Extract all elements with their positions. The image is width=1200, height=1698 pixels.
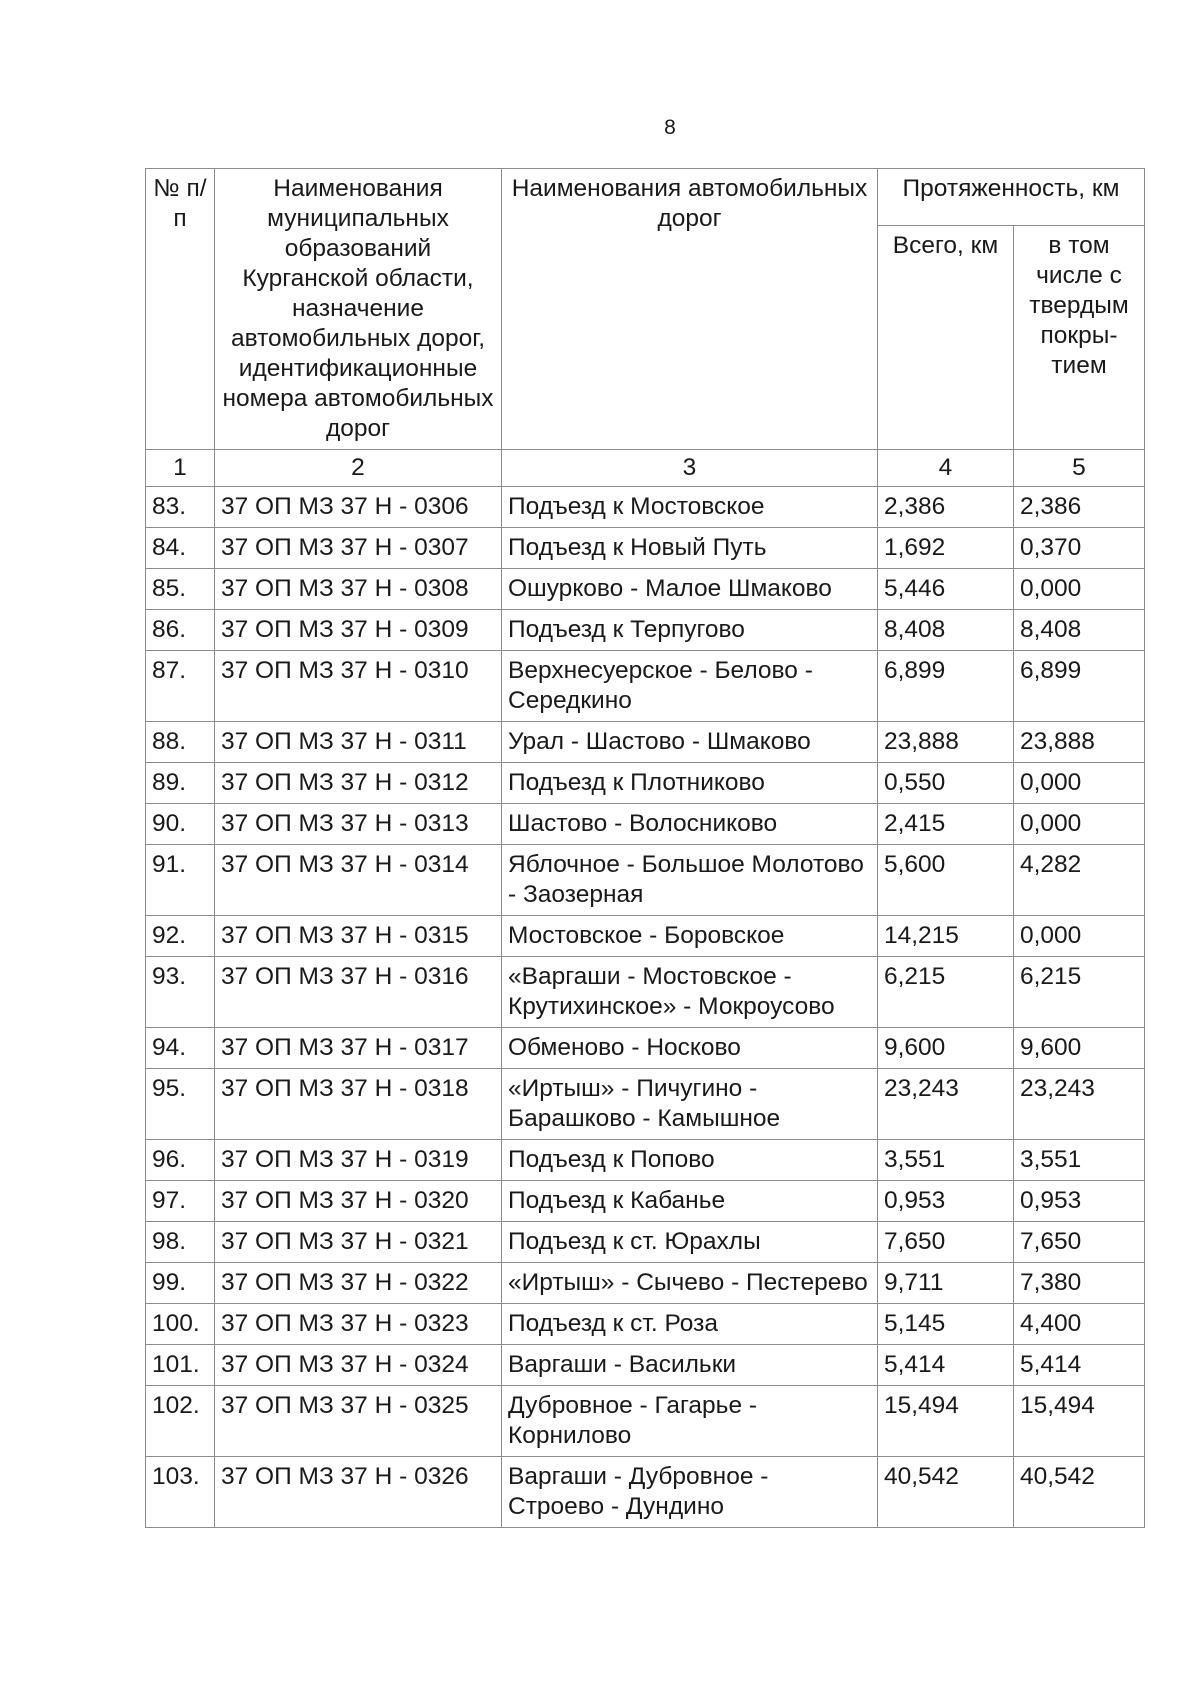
- length-paved-cell: 0,000: [1014, 569, 1145, 610]
- table-row: [146, 804, 1145, 845]
- length-total-cell: 3,551: [878, 1140, 1014, 1181]
- row-number-cell: 86.: [146, 610, 215, 651]
- road-name-cell: Обменово - Носково: [502, 1028, 878, 1069]
- road-name-cell: Шастово - Волосниково: [502, 804, 878, 845]
- length-total-cell: 1,692: [878, 528, 1014, 569]
- road-id-cell: 37 ОП МЗ 37 Н - 0312: [215, 763, 502, 804]
- length-paved-cell: 0,000: [1014, 763, 1145, 804]
- length-paved-cell: 6,899: [1014, 651, 1145, 722]
- road-name-cell: Ошурково - Малое Шмаково: [502, 569, 878, 610]
- length-total-cell: 6,899: [878, 651, 1014, 722]
- length-paved-cell: 3,551: [1014, 1140, 1145, 1181]
- table-row: [146, 1457, 1145, 1528]
- road-id-cell: 37 ОП МЗ 37 Н - 0310: [215, 651, 502, 722]
- length-total-cell: 0,550: [878, 763, 1014, 804]
- length-total-cell: 5,446: [878, 569, 1014, 610]
- table-row: [146, 1386, 1145, 1457]
- column-number: 2: [215, 450, 502, 487]
- road-id-cell: 37 ОП МЗ 37 Н - 0309: [215, 610, 502, 651]
- road-id-cell: 37 ОП МЗ 37 Н - 0314: [215, 845, 502, 916]
- length-total-cell: 8,408: [878, 610, 1014, 651]
- length-total-cell: 5,414: [878, 1345, 1014, 1386]
- road-name-cell: Яблочное - Большое Молотово - Заозерная: [502, 845, 878, 916]
- table-row: [146, 569, 1145, 610]
- column-number: 1: [146, 450, 215, 487]
- row-number-cell: 90.: [146, 804, 215, 845]
- length-paved-cell: 0,000: [1014, 804, 1145, 845]
- table-row: [146, 528, 1145, 569]
- length-paved-cell: 7,380: [1014, 1263, 1145, 1304]
- length-paved-cell: 7,650: [1014, 1222, 1145, 1263]
- table-row: [146, 1140, 1145, 1181]
- road-name-cell: Мостовское - Боровское: [502, 916, 878, 957]
- road-name-cell: Подъезд к Новый Путь: [502, 528, 878, 569]
- road-id-cell: 37 ОП МЗ 37 Н - 0322: [215, 1263, 502, 1304]
- column-number: 3: [502, 450, 878, 487]
- road-name-cell: «Иртыш» - Пичугино - Барашково - Камышное: [502, 1069, 878, 1140]
- road-id-cell: 37 ОП МЗ 37 Н - 0307: [215, 528, 502, 569]
- header-total: Всего, км: [878, 226, 1014, 450]
- road-id-cell: 37 ОП МЗ 37 Н - 0320: [215, 1181, 502, 1222]
- table-row: [146, 1028, 1145, 1069]
- table-row: [146, 1181, 1145, 1222]
- road-id-cell: 37 ОП МЗ 37 Н - 0315: [215, 916, 502, 957]
- table-row: [146, 722, 1145, 763]
- length-total-cell: 40,542: [878, 1457, 1014, 1528]
- road-id-cell: 37 ОП МЗ 37 Н - 0324: [215, 1345, 502, 1386]
- road-name-cell: Дубровное - Гагарье - Корнилово: [502, 1386, 878, 1457]
- length-paved-cell: 0,370: [1014, 528, 1145, 569]
- row-number-cell: 95.: [146, 1069, 215, 1140]
- table-row: [146, 610, 1145, 651]
- table-header: [146, 169, 1145, 487]
- length-paved-cell: 2,386: [1014, 487, 1145, 528]
- road-name-cell: «Варгаши - Мостовское - Крутихинское» - Мокроусово: [502, 957, 878, 1028]
- header-length: Протяженность, км: [878, 169, 1145, 226]
- header-municipal: Наименования муниципальных образований Курганской области, назначение автомобильных дорог, идентификационные номера автомобильных дорог: [215, 169, 502, 450]
- row-number-cell: 101.: [146, 1345, 215, 1386]
- length-paved-cell: 0,000: [1014, 916, 1145, 957]
- header-paved: в том числе с твердым покры-тием: [1014, 226, 1145, 450]
- row-number-cell: 100.: [146, 1304, 215, 1345]
- header-num: № п/п: [146, 169, 215, 450]
- length-paved-cell: 4,282: [1014, 845, 1145, 916]
- column-number: 5: [1014, 450, 1145, 487]
- length-total-cell: 0,953: [878, 1181, 1014, 1222]
- road-name-cell: Подъезд к ст. Роза: [502, 1304, 878, 1345]
- length-total-cell: 23,243: [878, 1069, 1014, 1140]
- roads-table: [145, 168, 1145, 1528]
- length-paved-cell: 40,542: [1014, 1457, 1145, 1528]
- row-number-cell: 85.: [146, 569, 215, 610]
- road-id-cell: 37 ОП МЗ 37 Н - 0313: [215, 804, 502, 845]
- table-row: [146, 957, 1145, 1028]
- road-id-cell: 37 ОП МЗ 37 Н - 0321: [215, 1222, 502, 1263]
- road-id-cell: 37 ОП МЗ 37 Н - 0326: [215, 1457, 502, 1528]
- road-name-cell: Подъезд к Попово: [502, 1140, 878, 1181]
- road-id-cell: 37 ОП МЗ 37 Н - 0319: [215, 1140, 502, 1181]
- road-id-cell: 37 ОП МЗ 37 Н - 0308: [215, 569, 502, 610]
- row-number-cell: 98.: [146, 1222, 215, 1263]
- length-paved-cell: 6,215: [1014, 957, 1145, 1028]
- table-row: [146, 1222, 1145, 1263]
- road-name-cell: Подъезд к Мостовское: [502, 487, 878, 528]
- row-number-cell: 91.: [146, 845, 215, 916]
- row-number-cell: 93.: [146, 957, 215, 1028]
- row-number-cell: 92.: [146, 916, 215, 957]
- table-body: [146, 487, 1145, 1528]
- road-id-cell: 37 ОП МЗ 37 Н - 0325: [215, 1386, 502, 1457]
- road-id-cell: 37 ОП МЗ 37 Н - 0323: [215, 1304, 502, 1345]
- length-total-cell: 9,600: [878, 1028, 1014, 1069]
- length-total-cell: 2,415: [878, 804, 1014, 845]
- road-id-cell: 37 ОП МЗ 37 Н - 0318: [215, 1069, 502, 1140]
- length-total-cell: 6,215: [878, 957, 1014, 1028]
- row-number-cell: 84.: [146, 528, 215, 569]
- length-paved-cell: 4,400: [1014, 1304, 1145, 1345]
- length-paved-cell: 15,494: [1014, 1386, 1145, 1457]
- road-name-cell: Подъезд к Кабанье: [502, 1181, 878, 1222]
- row-number-cell: 99.: [146, 1263, 215, 1304]
- length-paved-cell: 8,408: [1014, 610, 1145, 651]
- length-paved-cell: 0,953: [1014, 1181, 1145, 1222]
- length-total-cell: 9,711: [878, 1263, 1014, 1304]
- page-number: 8: [664, 116, 676, 139]
- table-row: [146, 487, 1145, 528]
- road-name-cell: Варгаши - Васильки: [502, 1345, 878, 1386]
- length-total-cell: 2,386: [878, 487, 1014, 528]
- road-id-cell: 37 ОП МЗ 37 Н - 0311: [215, 722, 502, 763]
- length-paved-cell: 23,243: [1014, 1069, 1145, 1140]
- table-row: [146, 1345, 1145, 1386]
- road-name-cell: Верхнесуерское - Белово - Середкино: [502, 651, 878, 722]
- table-row: [146, 916, 1145, 957]
- row-number-cell: 94.: [146, 1028, 215, 1069]
- column-number: 4: [878, 450, 1014, 487]
- column-number-row: [146, 450, 1145, 487]
- length-paved-cell: 5,414: [1014, 1345, 1145, 1386]
- table-row: [146, 763, 1145, 804]
- row-number-cell: 83.: [146, 487, 215, 528]
- length-total-cell: 15,494: [878, 1386, 1014, 1457]
- length-paved-cell: 9,600: [1014, 1028, 1145, 1069]
- table-row: [146, 845, 1145, 916]
- length-paved-cell: 23,888: [1014, 722, 1145, 763]
- row-number-cell: 88.: [146, 722, 215, 763]
- length-total-cell: 5,600: [878, 845, 1014, 916]
- length-total-cell: 14,215: [878, 916, 1014, 957]
- table-row: [146, 1304, 1145, 1345]
- table-row: [146, 1069, 1145, 1140]
- row-number-cell: 87.: [146, 651, 215, 722]
- row-number-cell: 102.: [146, 1386, 215, 1457]
- road-name-cell: Урал - Шастово - Шмаково: [502, 722, 878, 763]
- road-name-cell: Подъезд к Плотниково: [502, 763, 878, 804]
- road-name-cell: Варгаши - Дубровное - Строево - Дундино: [502, 1457, 878, 1528]
- road-name-cell: Подъезд к ст. Юрахлы: [502, 1222, 878, 1263]
- table-row: [146, 651, 1145, 722]
- length-total-cell: 7,650: [878, 1222, 1014, 1263]
- road-id-cell: 37 ОП МЗ 37 Н - 0317: [215, 1028, 502, 1069]
- length-total-cell: 5,145: [878, 1304, 1014, 1345]
- road-id-cell: 37 ОП МЗ 37 Н - 0316: [215, 957, 502, 1028]
- row-number-cell: 96.: [146, 1140, 215, 1181]
- table-row: [146, 1263, 1145, 1304]
- header-road-name: Наименования автомобильных дорог: [502, 169, 878, 450]
- road-id-cell: 37 ОП МЗ 37 Н - 0306: [215, 487, 502, 528]
- length-total-cell: 23,888: [878, 722, 1014, 763]
- row-number-cell: 103.: [146, 1457, 215, 1528]
- road-name-cell: «Иртыш» - Сычево - Пестерево: [502, 1263, 878, 1304]
- row-number-cell: 89.: [146, 763, 215, 804]
- row-number-cell: 97.: [146, 1181, 215, 1222]
- road-name-cell: Подъезд к Терпугово: [502, 610, 878, 651]
